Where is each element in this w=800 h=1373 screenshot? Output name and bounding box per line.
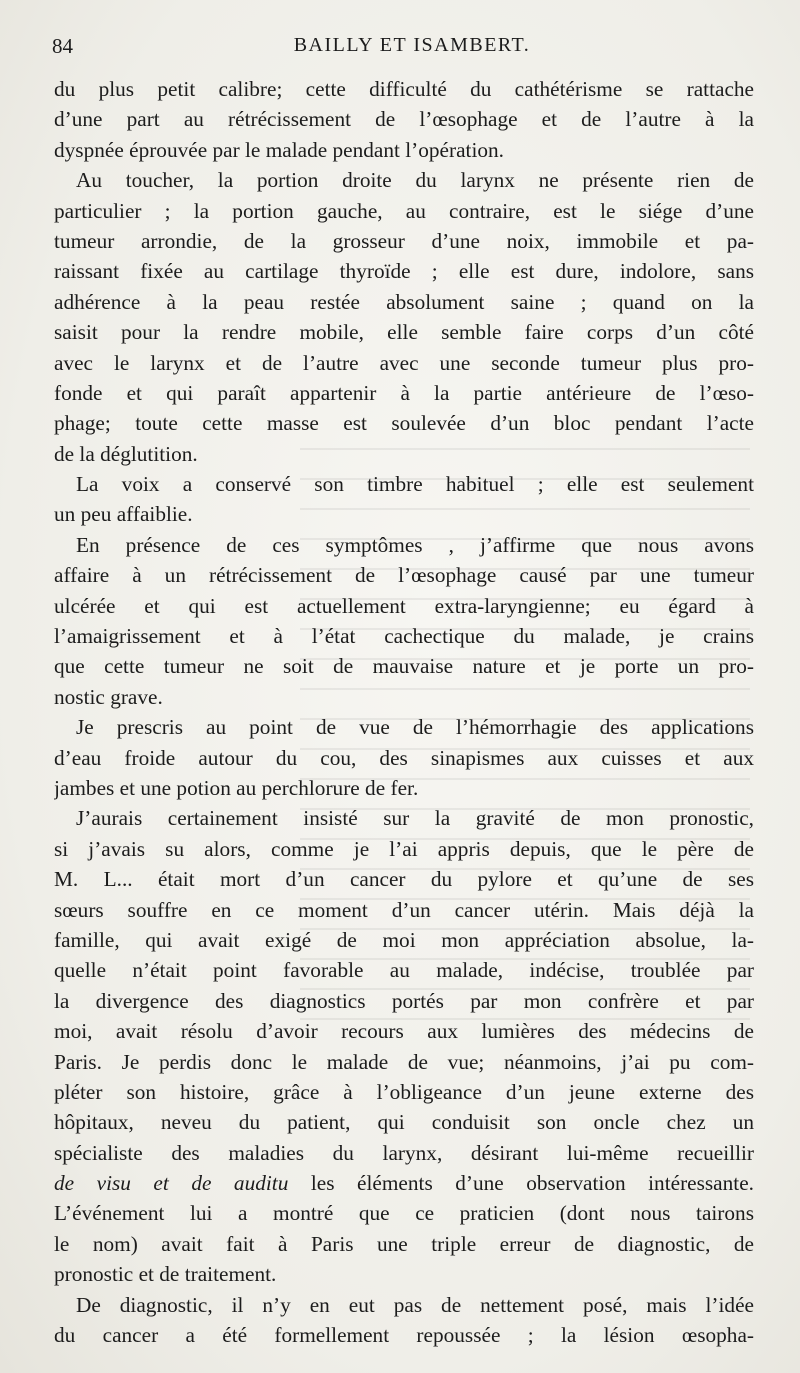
text-line: sœurs souffre en ce moment d’un cancer utérin. Mais déjà la — [54, 897, 754, 922]
text-line: ulcérée et qui est actuellement extra-laryngienne; eu égard à — [54, 593, 754, 618]
page-header — [52, 34, 772, 64]
text-line: avec le larynx et de l’autre avec une seconde tumeur plus pro- — [54, 350, 754, 375]
text-line: du plus petit calibre; cette difficulté du cathétérisme se rattache — [54, 77, 754, 101]
text-line: de la déglutition. — [54, 441, 198, 466]
text-line: En présence de ces symptômes , j’affirme que nous avons — [76, 532, 754, 557]
latin-phrase: de visu et de auditu — [54, 1171, 289, 1196]
body-text — [54, 74, 754, 1350]
text-line: le nom) avait fait à Paris une triple erreur de diagnostic, de — [54, 1231, 754, 1256]
text-line: saisit pour la rendre mobile, elle semble faire corps d’un côté — [54, 320, 754, 345]
text-line: du cancer a été formellement repoussée ; la lésion œsopha- — [54, 1323, 754, 1348]
text-line: hôpitaux, neveu du patient, qui conduisit son oncle chez un — [54, 1110, 754, 1135]
text-line: De diagnostic, il n’y en eut pas de nettement posé, mais l’idée — [76, 1292, 754, 1317]
text-line: fonde et qui paraît appartenir à la partie antérieure de l’œso- — [54, 380, 754, 405]
text-line: pronostic et de traitement. — [54, 1262, 277, 1287]
text-line: d’eau froide autour du cou, des sinapismes aux cuisses et aux — [54, 745, 754, 770]
page-number: 84 — [52, 34, 73, 58]
text-line: Au toucher, la portion droite du larynx ne présente rien de — [76, 168, 754, 193]
text-line: J’aurais certainement insisté sur la gravité de mon pronostic, — [76, 806, 754, 831]
text-line: quelle n’était point favorable au malade, indécise, troublée par — [54, 958, 754, 983]
text-line: la divergence des diagnostics portés par mon confrère et par — [54, 988, 754, 1013]
text-line: spécialiste des maladies du larynx, désirant lui-même recueillir — [54, 1140, 754, 1165]
text-line: un peu affaiblie. — [54, 502, 193, 527]
text-line: La voix a conservé son timbre habituel ; elle est seulement — [76, 472, 754, 497]
text-line: L’événement lui a montré que ce praticien (dont nous tairons — [54, 1201, 754, 1226]
text-line: tumeur arrondie, de la grosseur d’une noix, immobile et pa- — [54, 228, 754, 253]
text-line: si j’avais su alors, comme je l’ai appris depuis, que le père de — [54, 836, 754, 861]
running-title: BAILLY ET ISAMBERT. — [293, 34, 531, 56]
text-line: jambes et une potion au perchlorure de fer. — [54, 775, 419, 800]
text-line: M. L... était mort d’un cancer du pylore et qu’une de ses — [54, 867, 754, 892]
text-line-rest: les éléments d’une observation intéressante. — [288, 1171, 754, 1196]
text-line: adhérence à la peau restée absolument saine ; quand on la — [54, 289, 754, 314]
text-line: raissant fixée au cartilage thyroïde ; elle est dure, indolore, sans — [54, 259, 754, 284]
text-line: phage; toute cette masse est soulevée d’un bloc pendant l’acte — [54, 411, 754, 436]
text-line: l’amaigrissement et à l’état cachectique du malade, je crains — [54, 624, 754, 649]
text-line: particulier ; la portion gauche, au contraire, est le siége d’une — [54, 198, 754, 223]
text-line: Paris. Je perdis donc le malade de vue; néanmoins, j’ai pu com- — [54, 1049, 754, 1074]
text-line: famille, qui avait exigé de moi mon appréciation absolue, la- — [54, 927, 754, 952]
text-line: nostic grave. — [54, 684, 163, 709]
text-line: moi, avait résolu d’avoir recours aux lumières des médecins de — [54, 1019, 754, 1044]
text-line: affaire à un rétrécissement de l’œsophage causé par une tumeur — [54, 563, 754, 588]
text-line: que cette tumeur ne soit de mauvaise nature et je porte un pro- — [54, 654, 754, 679]
text-line: d’une part au rétrécissement de l’œsophage et de l’autre à la — [54, 107, 754, 132]
text-line — [54, 1168, 754, 1198]
text-line: pléter son histoire, grâce à l’obligeance d’un jeune externe des — [54, 1079, 754, 1104]
text-line: dyspnée éprouvée par le malade pendant l’opération. — [54, 137, 505, 162]
text-line: Je prescris au point de vue de l’hémorrhagie des applications — [76, 715, 754, 740]
